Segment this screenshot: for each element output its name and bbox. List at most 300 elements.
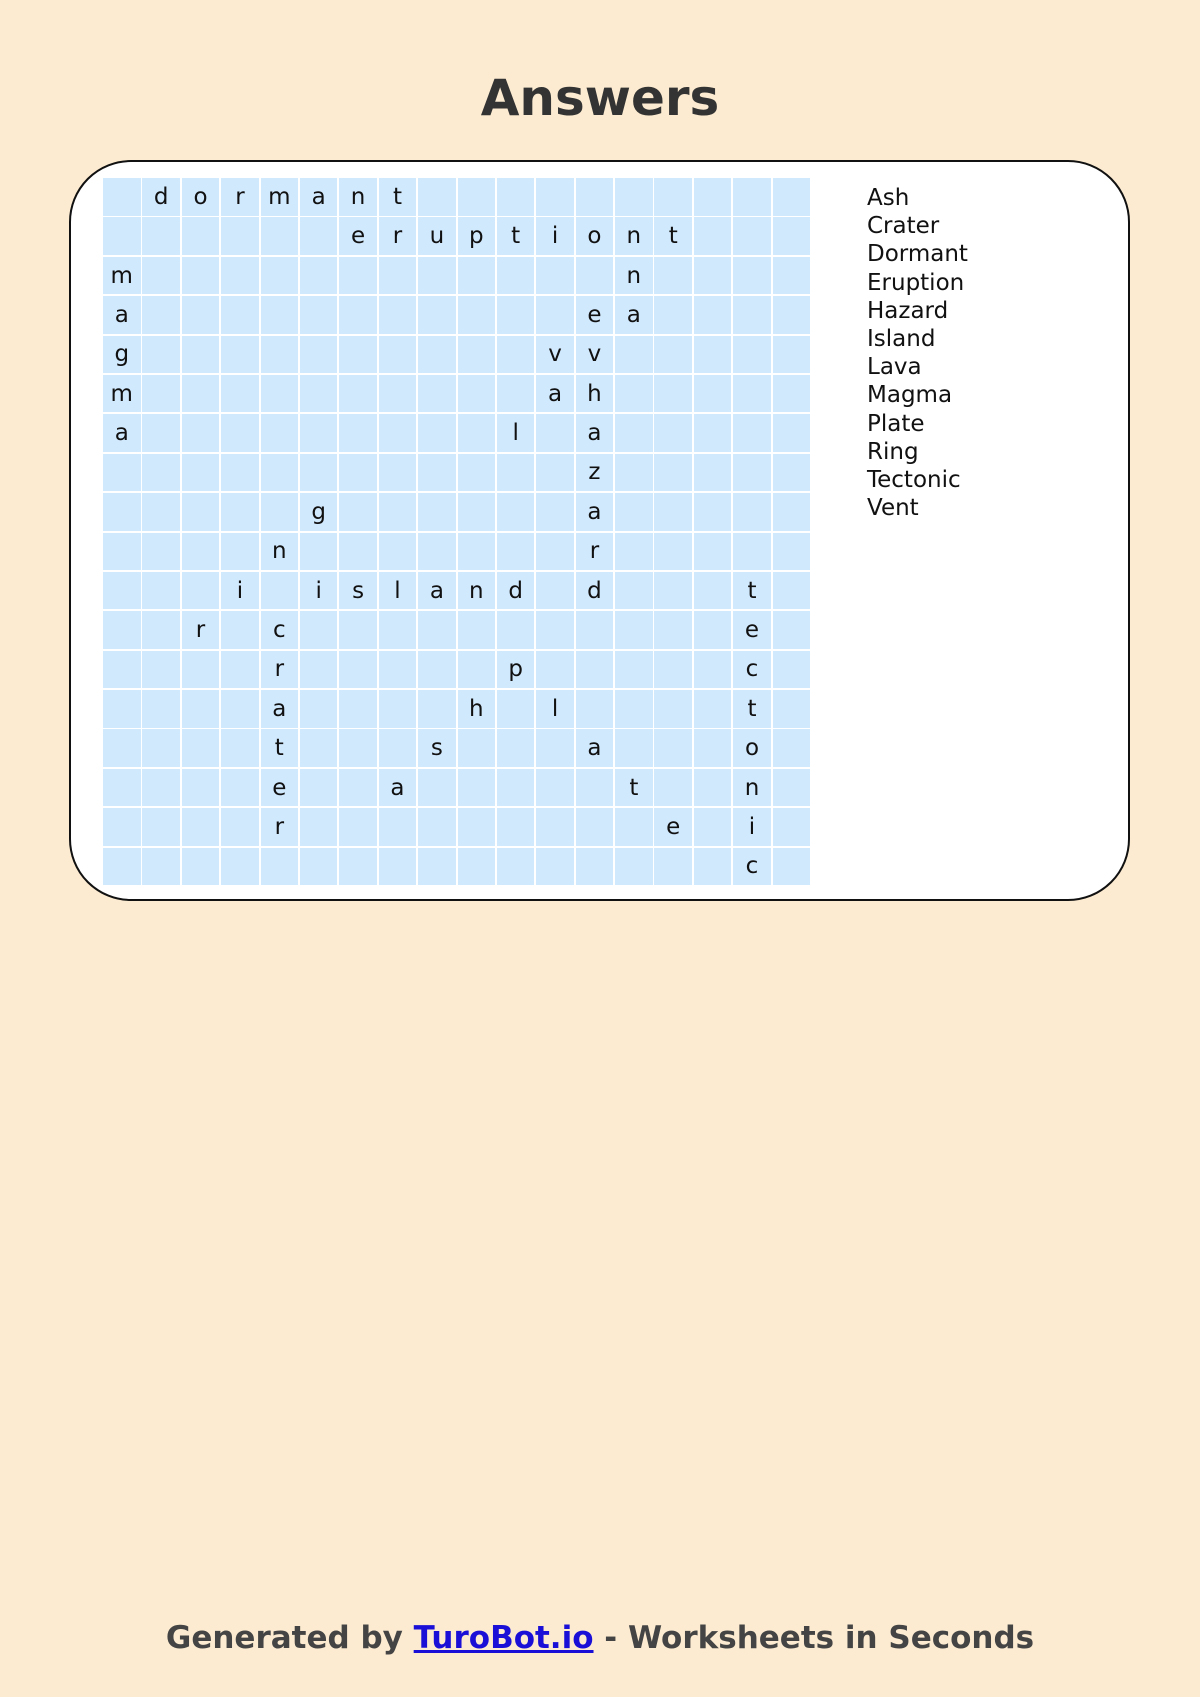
grid-cell	[418, 454, 456, 492]
grid-cell: o	[182, 178, 220, 216]
grid-cell	[654, 296, 692, 334]
grid-cell	[458, 375, 496, 413]
grid-cell	[615, 611, 653, 649]
word-list-item: Ash	[867, 185, 910, 211]
grid-cell	[300, 336, 338, 374]
grid-cell	[142, 651, 180, 689]
grid-cell	[694, 217, 732, 255]
grid-cell	[654, 651, 692, 689]
grid-cell	[694, 572, 732, 610]
grid-cell: a	[261, 690, 299, 728]
grid-cell	[733, 257, 771, 295]
grid-cell	[339, 296, 377, 334]
grid-cell	[694, 296, 732, 334]
grid-cell	[773, 611, 811, 649]
grid-cell	[694, 808, 732, 846]
grid-cell	[339, 533, 377, 571]
grid-cell: n	[615, 217, 653, 255]
grid-cell	[182, 808, 220, 846]
grid-cell: a	[615, 296, 653, 334]
grid-cell	[615, 336, 653, 374]
grid-cell	[221, 296, 259, 334]
grid-cell	[615, 848, 653, 886]
grid-cell	[221, 336, 259, 374]
grid-cell	[654, 493, 692, 531]
grid-cell	[497, 533, 535, 571]
grid-cell	[182, 533, 220, 571]
grid-cell	[300, 414, 338, 452]
grid-cell: n	[615, 257, 653, 295]
grid-cell	[142, 493, 180, 531]
grid-cell	[458, 611, 496, 649]
grid-cell: a	[536, 375, 574, 413]
grid-cell	[694, 769, 732, 807]
grid-cell	[773, 533, 811, 571]
grid-cell	[182, 493, 220, 531]
grid-cell	[103, 493, 141, 531]
grid-cell	[497, 257, 535, 295]
grid-cell	[615, 375, 653, 413]
word-list-item: Magma	[867, 382, 953, 409]
grid-cell: v	[536, 336, 574, 374]
grid-cell	[339, 729, 377, 767]
grid-cell	[615, 651, 653, 689]
grid-cell	[221, 769, 259, 807]
grid-cell	[103, 217, 141, 255]
grid-cell	[654, 690, 692, 728]
grid-cell	[458, 296, 496, 334]
grid-cell	[221, 729, 259, 767]
grid-cell	[418, 296, 456, 334]
grid-cell	[458, 336, 496, 374]
grid-cell	[300, 611, 338, 649]
grid-cell: i	[221, 572, 259, 610]
grid-cell	[773, 572, 811, 610]
grid-cell	[182, 454, 220, 492]
grid-cell: v	[576, 336, 614, 374]
grid-cell	[339, 454, 377, 492]
grid-cell	[300, 729, 338, 767]
grid-cell	[497, 178, 535, 216]
grid-cell: o	[733, 729, 771, 767]
grid-cell	[300, 454, 338, 492]
grid-cell	[221, 848, 259, 886]
grid-cell: r	[221, 178, 259, 216]
word-list-item: Ring	[867, 438, 919, 465]
grid-cell: a	[576, 414, 614, 452]
grid-cell: e	[576, 296, 614, 334]
grid-cell	[221, 375, 259, 413]
grid-cell	[497, 336, 535, 374]
grid-cell	[261, 257, 299, 295]
grid-cell: d	[497, 572, 535, 610]
grid-cell	[615, 690, 653, 728]
grid-cell	[142, 572, 180, 610]
word-search-grid	[103, 178, 810, 885]
grid-cell	[536, 454, 574, 492]
grid-cell: r	[261, 651, 299, 689]
grid-cell	[379, 257, 417, 295]
grid-cell: a	[576, 493, 614, 531]
grid-cell	[339, 414, 377, 452]
grid-cell	[458, 454, 496, 492]
grid-cell	[536, 651, 574, 689]
grid-cell	[773, 769, 811, 807]
grid-cell: a	[103, 414, 141, 452]
grid-cell	[576, 690, 614, 728]
grid-cell: r	[379, 217, 417, 255]
grid-cell	[221, 454, 259, 492]
grid-cell	[182, 217, 220, 255]
grid-cell	[339, 493, 377, 531]
word-list-item: Dormant	[867, 241, 968, 268]
grid-cell: t	[497, 217, 535, 255]
grid-cell: i	[536, 217, 574, 255]
grid-cell	[497, 493, 535, 531]
grid-cell: n	[458, 572, 496, 610]
grid-cell	[733, 414, 771, 452]
grid-cell	[654, 336, 692, 374]
grid-cell	[694, 848, 732, 886]
grid-cell: i	[733, 808, 771, 846]
answer-card	[69, 160, 1130, 901]
grid-cell	[261, 848, 299, 886]
grid-cell	[182, 336, 220, 374]
grid-cell	[379, 493, 417, 531]
grid-cell: a	[103, 296, 141, 334]
grid-cell	[261, 296, 299, 334]
grid-cell	[654, 769, 692, 807]
grid-cell: l	[536, 690, 574, 728]
grid-cell	[221, 533, 259, 571]
grid-cell	[615, 808, 653, 846]
grid-cell	[142, 808, 180, 846]
grid-cell	[536, 178, 574, 216]
grid-cell	[261, 217, 299, 255]
grid-cell: l	[497, 414, 535, 452]
grid-cell	[654, 257, 692, 295]
grid-cell: n	[261, 533, 299, 571]
grid-cell: t	[733, 690, 771, 728]
grid-cell	[300, 296, 338, 334]
grid-cell	[418, 178, 456, 216]
grid-cell: l	[379, 572, 417, 610]
grid-cell	[142, 336, 180, 374]
grid-cell	[694, 533, 732, 571]
grid-cell	[458, 257, 496, 295]
grid-cell	[142, 257, 180, 295]
word-list-item: Tectonic	[867, 467, 961, 494]
grid-cell	[142, 729, 180, 767]
grid-cell	[103, 454, 141, 492]
grid-cell: r	[182, 611, 220, 649]
grid-cell: e	[339, 217, 377, 255]
grid-cell	[615, 572, 653, 610]
grid-cell: g	[300, 493, 338, 531]
grid-cell	[458, 493, 496, 531]
grid-cell	[497, 848, 535, 886]
grid-cell	[182, 414, 220, 452]
grid-cell	[142, 375, 180, 413]
grid-cell	[221, 217, 259, 255]
grid-cell	[103, 572, 141, 610]
word-list-item: Eruption	[867, 269, 965, 296]
grid-cell: z	[576, 454, 614, 492]
grid-cell	[418, 414, 456, 452]
grid-cell	[654, 178, 692, 216]
grid-cell	[615, 729, 653, 767]
grid-cell	[694, 493, 732, 531]
grid-cell: a	[418, 572, 456, 610]
grid-cell	[576, 611, 614, 649]
grid-cell	[773, 375, 811, 413]
grid-cell	[458, 533, 496, 571]
grid-cell	[379, 336, 417, 374]
grid-cell	[339, 690, 377, 728]
word-list-item: Hazard	[867, 297, 949, 324]
grid-cell: e	[654, 808, 692, 846]
grid-cell: m	[261, 178, 299, 216]
grid-cell	[497, 808, 535, 846]
grid-cell	[576, 257, 614, 295]
grid-cell	[339, 336, 377, 374]
grid-cell	[654, 729, 692, 767]
grid-cell	[142, 217, 180, 255]
grid-cell	[142, 414, 180, 452]
grid-cell	[733, 336, 771, 374]
grid-cell	[418, 533, 456, 571]
grid-cell	[142, 769, 180, 807]
grid-cell	[103, 729, 141, 767]
grid-cell: a	[576, 729, 614, 767]
grid-cell	[576, 178, 614, 216]
grid-cell	[182, 296, 220, 334]
grid-cell: o	[576, 217, 614, 255]
grid-cell	[379, 848, 417, 886]
grid-cell	[733, 178, 771, 216]
grid-cell: t	[733, 572, 771, 610]
grid-cell	[694, 690, 732, 728]
grid-cell	[103, 848, 141, 886]
grid-cell	[694, 375, 732, 413]
grid-cell	[300, 808, 338, 846]
grid-cell	[536, 848, 574, 886]
grid-cell	[733, 454, 771, 492]
grid-cell	[773, 454, 811, 492]
grid-cell	[418, 375, 456, 413]
grid-cell	[379, 729, 417, 767]
grid-cell	[694, 651, 732, 689]
grid-cell	[576, 651, 614, 689]
grid-cell	[103, 769, 141, 807]
grid-cell	[261, 414, 299, 452]
grid-cell	[773, 808, 811, 846]
grid-cell	[182, 729, 220, 767]
grid-cell	[576, 769, 614, 807]
grid-cell	[379, 454, 417, 492]
grid-cell	[654, 533, 692, 571]
grid-cell	[379, 533, 417, 571]
grid-cell	[103, 611, 141, 649]
grid-cell	[773, 217, 811, 255]
grid-cell	[536, 808, 574, 846]
grid-cell	[773, 690, 811, 728]
grid-cell	[773, 296, 811, 334]
grid-cell: c	[261, 611, 299, 649]
grid-cell	[261, 375, 299, 413]
grid-cell	[418, 336, 456, 374]
word-list	[867, 184, 968, 522]
grid-cell	[142, 848, 180, 886]
grid-cell	[182, 375, 220, 413]
grid-cell	[694, 611, 732, 649]
grid-cell	[379, 690, 417, 728]
grid-cell: m	[103, 375, 141, 413]
grid-cell	[536, 296, 574, 334]
grid-cell	[497, 769, 535, 807]
grid-cell: d	[142, 178, 180, 216]
grid-cell	[221, 611, 259, 649]
grid-cell	[654, 572, 692, 610]
grid-cell	[379, 611, 417, 649]
grid-cell	[182, 848, 220, 886]
grid-cell	[339, 611, 377, 649]
grid-cell	[694, 257, 732, 295]
grid-cell: h	[458, 690, 496, 728]
grid-cell	[221, 257, 259, 295]
grid-cell	[103, 651, 141, 689]
grid-cell	[497, 729, 535, 767]
grid-cell	[733, 533, 771, 571]
grid-cell	[182, 257, 220, 295]
grid-cell	[654, 848, 692, 886]
grid-cell: s	[418, 729, 456, 767]
grid-cell	[418, 808, 456, 846]
grid-cell	[654, 375, 692, 413]
grid-cell	[182, 769, 220, 807]
grid-cell: d	[576, 572, 614, 610]
grid-cell	[142, 454, 180, 492]
grid-cell	[221, 493, 259, 531]
grid-cell	[733, 375, 771, 413]
footer	[0, 1618, 1200, 1658]
grid-cell	[339, 651, 377, 689]
grid-cell	[497, 611, 535, 649]
grid-cell: g	[103, 336, 141, 374]
grid-cell	[694, 454, 732, 492]
grid-cell	[261, 454, 299, 492]
grid-cell: c	[733, 651, 771, 689]
grid-cell	[536, 257, 574, 295]
grid-cell	[103, 178, 141, 216]
grid-cell	[497, 454, 535, 492]
grid-cell	[458, 414, 496, 452]
grid-cell	[458, 808, 496, 846]
grid-cell: i	[300, 572, 338, 610]
grid-cell	[536, 729, 574, 767]
grid-cell: e	[261, 769, 299, 807]
grid-cell	[300, 375, 338, 413]
grid-cell	[773, 651, 811, 689]
grid-cell	[103, 690, 141, 728]
grid-cell	[773, 414, 811, 452]
word-list-item: Plate	[867, 410, 925, 437]
grid-cell	[458, 729, 496, 767]
grid-cell	[221, 690, 259, 728]
grid-cell	[221, 414, 259, 452]
grid-cell	[654, 454, 692, 492]
grid-cell	[261, 336, 299, 374]
grid-cell: t	[615, 769, 653, 807]
grid-cell: p	[497, 651, 535, 689]
grid-cell	[261, 572, 299, 610]
grid-cell	[339, 257, 377, 295]
word-list-item: Crater	[867, 213, 940, 240]
grid-cell	[379, 296, 417, 334]
word-list-item: Lava	[867, 354, 922, 381]
grid-cell	[300, 533, 338, 571]
grid-cell	[576, 808, 614, 846]
grid-cell	[142, 690, 180, 728]
grid-cell	[418, 651, 456, 689]
grid-cell	[733, 493, 771, 531]
grid-cell: u	[418, 217, 456, 255]
grid-cell: a	[300, 178, 338, 216]
grid-cell	[418, 493, 456, 531]
grid-cell	[773, 336, 811, 374]
word-list-item: Island	[867, 326, 936, 353]
grid-cell	[536, 493, 574, 531]
grid-cell	[694, 729, 732, 767]
grid-cell	[339, 848, 377, 886]
grid-cell	[773, 178, 811, 216]
grid-cell	[300, 217, 338, 255]
grid-cell	[103, 533, 141, 571]
grid-cell: s	[339, 572, 377, 610]
grid-cell	[182, 572, 220, 610]
grid-cell	[300, 257, 338, 295]
grid-cell: t	[261, 729, 299, 767]
grid-cell: n	[339, 178, 377, 216]
grid-cell	[536, 414, 574, 452]
grid-cell	[654, 611, 692, 649]
grid-cell	[261, 493, 299, 531]
grid-cell	[379, 375, 417, 413]
grid-cell	[182, 690, 220, 728]
grid-cell	[773, 257, 811, 295]
grid-cell	[773, 729, 811, 767]
grid-cell	[339, 808, 377, 846]
page-title: Answers	[480, 69, 720, 127]
grid-cell	[182, 651, 220, 689]
turobot-link[interactable]: TuroBot.io	[413, 1620, 594, 1656]
grid-cell	[497, 375, 535, 413]
grid-cell	[536, 533, 574, 571]
grid-cell	[536, 769, 574, 807]
grid-cell	[536, 611, 574, 649]
grid-cell	[615, 414, 653, 452]
grid-cell	[458, 769, 496, 807]
word-list-item: Vent	[867, 495, 919, 522]
grid-cell: t	[654, 217, 692, 255]
grid-cell	[418, 769, 456, 807]
grid-cell	[300, 769, 338, 807]
grid-cell	[379, 651, 417, 689]
grid-cell	[418, 257, 456, 295]
grid-cell	[339, 375, 377, 413]
grid-cell: t	[379, 178, 417, 216]
grid-cell	[615, 178, 653, 216]
